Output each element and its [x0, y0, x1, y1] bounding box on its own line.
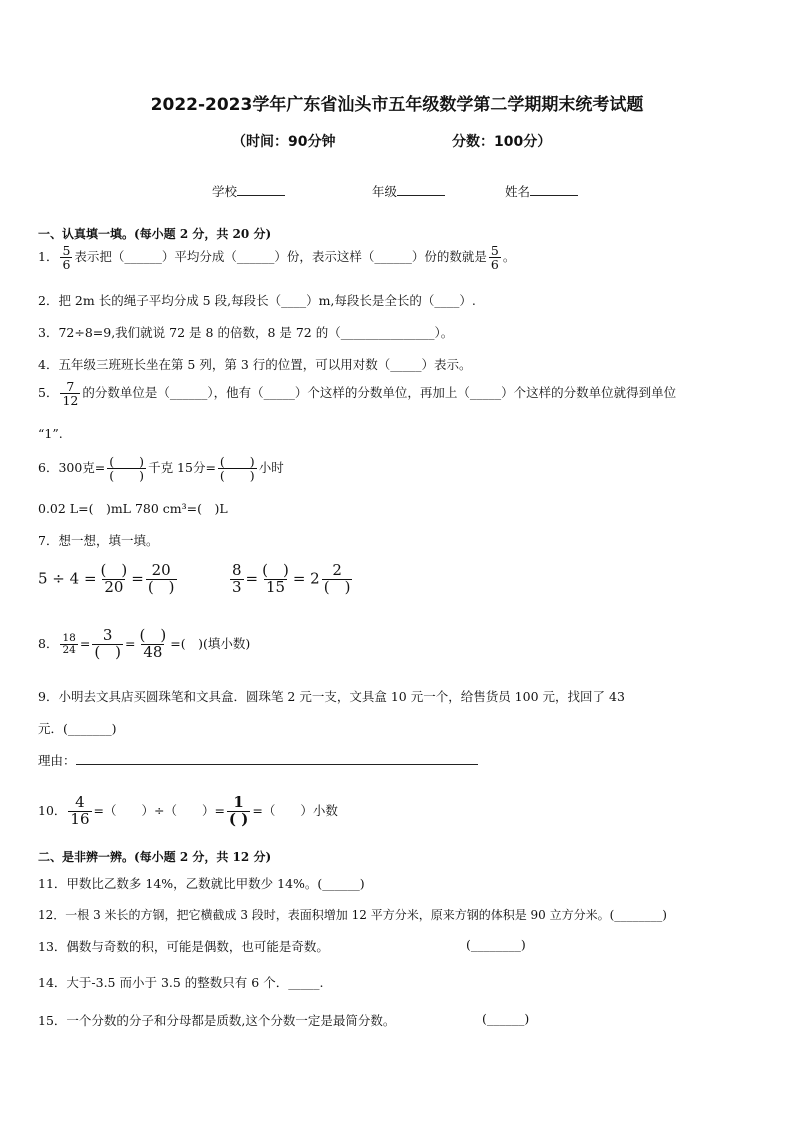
- name-field[interactable]: 姓名: [505, 182, 578, 200]
- question-15: 15．一个分数的分子和分母都是质数,这个分数一定是最简分数。: [38, 1013, 396, 1028]
- question-9-cont: 元．(_______): [38, 721, 117, 736]
- question-5-cont: “1”.: [38, 426, 63, 441]
- school-field[interactable]: 学校: [212, 182, 285, 200]
- question-4: 4．五年级三班班长坐在第 5 列，第 3 行的位置，可以用对数（_____）表示。: [38, 357, 472, 372]
- question-15-blank[interactable]: (______): [482, 1011, 530, 1026]
- question-8: 8． $\frac{18}{24}$ = $\frac{3}{( )}$ = $\frac{( )}{48}$ =( )(填小数): [38, 626, 251, 661]
- question-12: 12．一根 3 米长的方钢，把它横截成 3 段时，表面积增加 12 平方分米，原来方钢的体积是 90 立方分米。(________): [38, 908, 667, 922]
- exam-time: （时间：90分钟: [232, 134, 336, 150]
- question-7-eq2: $\frac{8}{3}$ = $\frac{( )}{15}$ = 2 $\frac{2}{( )}$: [232, 561, 351, 596]
- section-2-heading: 二、是非辨一辨。(每小题 2 分，共 12 分): [38, 850, 272, 864]
- question-6-line2: 0.02 L=( )mL 780 cm³=( )L: [38, 501, 228, 516]
- question-7: 7．想一想，填一填。: [38, 533, 159, 548]
- question-5: 5． $\frac{7}{12}$ 的分数单位是（______），他有（_____）个这样的分数单位，再加上（_____）个这样的分数单位就得到单位: [38, 379, 677, 409]
- question-9: 9．小明去文具店买圆珠笔和文具盒．圆珠笔 2 元一支，文具盒 10 元一个，给售货员 100 元，找回了 43: [38, 689, 625, 704]
- exam-score: 分数：100分）: [452, 134, 552, 150]
- question-3: 3．72÷8=9,我们就说 72 是 8 的倍数，8 是 72 的（_______________）。: [38, 325, 454, 340]
- grade-field[interactable]: 年级: [372, 182, 445, 200]
- question-2: 2．把 2m 长的绳子平均分成 5 段,每段长（____）m,每段长是全长的（____）.: [38, 293, 476, 308]
- question-13: 13．偶数与奇数的积，可能是偶数，也可能是奇数。: [38, 939, 329, 954]
- question-11: 11．甲数比乙数多 14%，乙数就比甲数少 14%。(______): [38, 876, 365, 891]
- section-1-heading: 一、认真填一填。(每小题 2 分，共 20 分): [38, 227, 272, 241]
- question-10: 10． $\frac{4}{16}$ =（ ）÷（ ）= $\frac{1}{( )}$ =（ ）小数: [38, 793, 338, 828]
- question-14: 14．大于-3.5 而小于 3.5 的整数只有 6 个．_____.: [38, 975, 324, 990]
- question-13-blank[interactable]: (________): [466, 937, 526, 952]
- question-1: 1． $\frac{5}{6}$ 表示把（______）平均分成（______）份，表示这样（______）份的数就是 $\frac{5}{6}$ 。: [38, 243, 516, 273]
- page-title: 2022-2023学年广东省汕头市五年级数学第二学期期末统考试题: [150, 95, 644, 115]
- question-6: 6．300克= $\frac{( )}{( )}$ 千克 15分= $\frac{( )}{( )}$ 小时: [38, 454, 284, 484]
- question-7-eq1: 5 ÷ 4 = $\frac{( )}{20}$ = $\frac{20}{( )}$: [38, 561, 175, 596]
- reason-field[interactable]: 理由：: [38, 751, 478, 769]
